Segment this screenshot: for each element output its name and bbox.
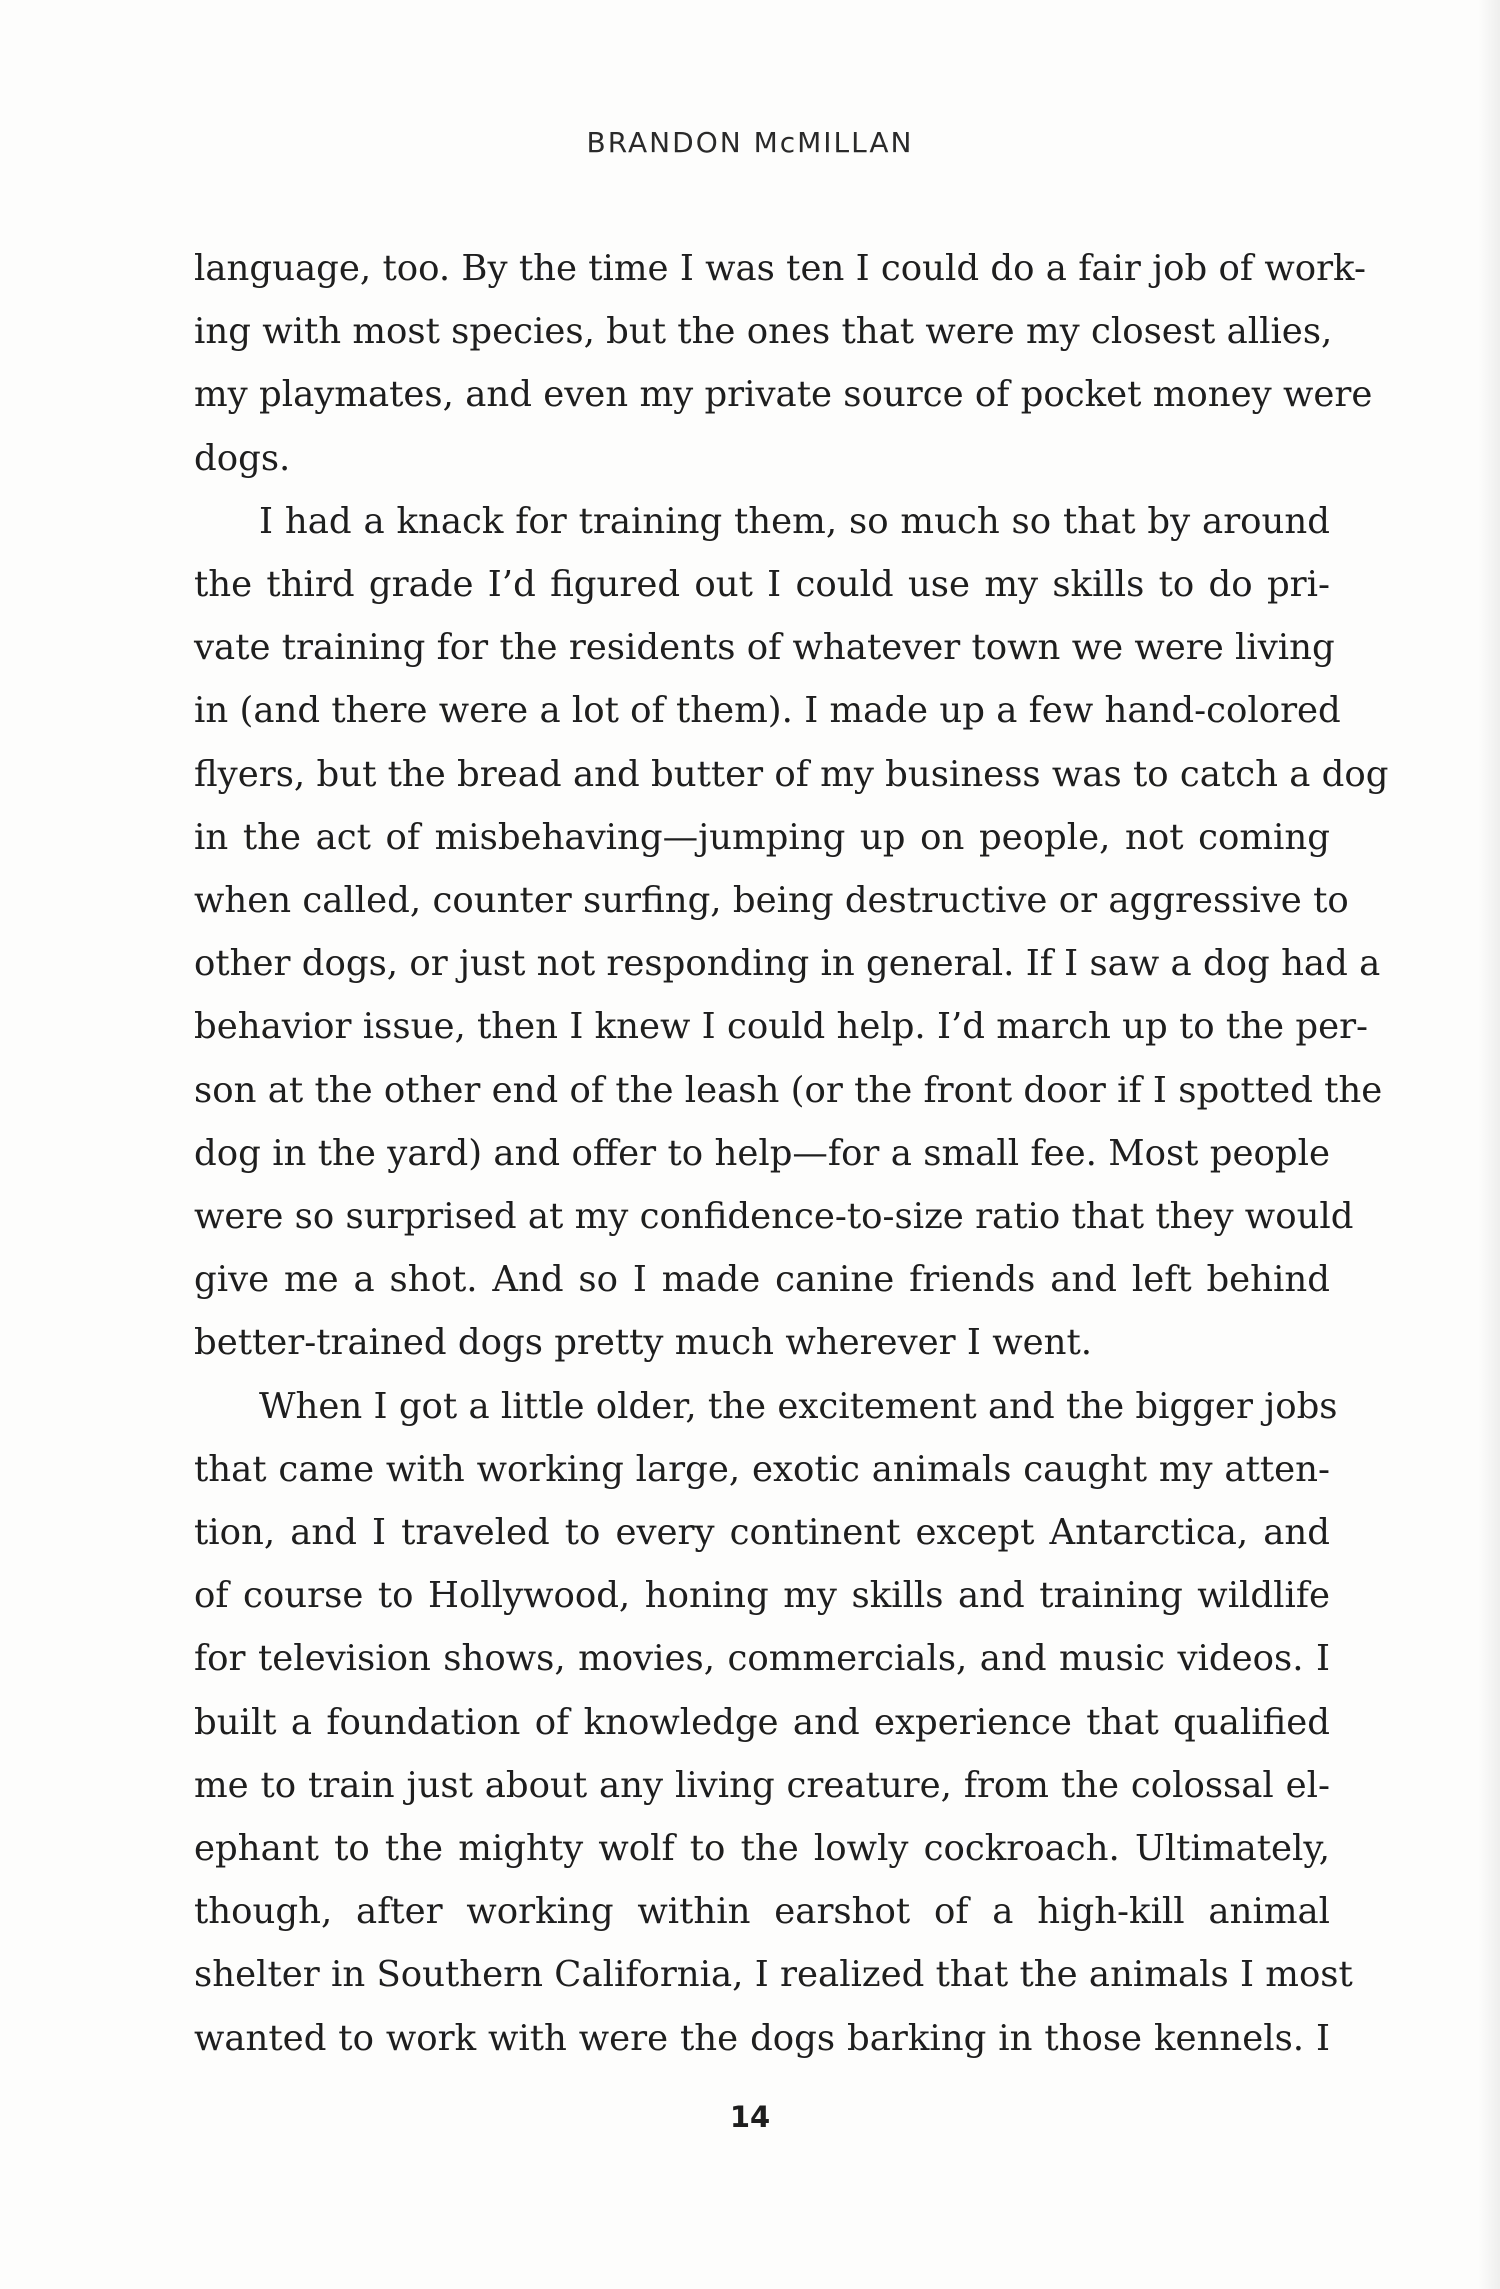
paragraph (194, 1375, 1353, 2070)
text-line: tion, and I traveled to every continent except Antarctica, and (194, 1512, 1330, 1554)
text-line: vate training for the residents of whatever town we were living (194, 627, 1335, 669)
text-line: shelter in Southern California, I realized that the animals I most (194, 1954, 1353, 1996)
text-line: built a foundation of knowledge and experience that qualified (194, 1701, 1330, 1743)
text-line: dogs. (194, 437, 291, 479)
text-line: behavior issue, then I knew I could help. I’d march up to the per- (194, 1006, 1369, 1048)
paragraph (194, 237, 1373, 490)
text-line: other dogs, or just not responding in general. If I saw a dog had a (194, 943, 1381, 985)
text-line: the third grade I’d figured out I could use my skills to do pri- (194, 564, 1330, 606)
page-number: 14 (729, 2100, 771, 2134)
body-text (194, 237, 1389, 2070)
text-line: when called, counter surfing, being destructive or aggressive to (194, 880, 1349, 922)
running-head: BRANDON McMILLAN (586, 126, 914, 159)
text-line: better-trained dogs pretty much wherever I went. (194, 1322, 1093, 1364)
text-line: though, after working within earshot of a high-kill animal (194, 1891, 1330, 1933)
text-line: language, too. By the time I was ten I could do a fair job of work- (194, 248, 1366, 289)
text-line: were so surprised at my confidence-to-size ratio that they would (194, 1196, 1354, 1238)
text-line: ephant to the mighty wolf to the lowly cockroach. Ultimately, (194, 1828, 1330, 1870)
text-line: I had a knack for training them, so much so that by around (259, 500, 1330, 542)
text-line: for television shows, movies, commercials, and music videos. I (194, 1638, 1330, 1680)
text-line: dog in the yard) and offer to help—for a small fee. Most people (194, 1132, 1330, 1174)
text-line: When I got a little older, the excitement and the bigger jobs (259, 1385, 1338, 1427)
text-line: give me a shot. And so I made canine friends and left behind (194, 1259, 1330, 1301)
text-line: of course to Hollywood, honing my skills and training wildlife (194, 1575, 1330, 1617)
text-line: flyers, but the bread and butter of my business was to catch a dog (194, 753, 1389, 795)
text-line: wanted to work with were the dogs barking in those kennels. I (194, 2017, 1330, 2059)
page-edge-shadow (1478, 0, 1500, 2289)
text-line: in (and there were a lot of them). I made up a few hand-colored (194, 690, 1341, 732)
text-line: ing with most species, but the ones that were my closest allies, (194, 311, 1333, 353)
text-line: that came with working large, exotic animals caught my atten- (194, 1448, 1330, 1490)
text-line: son at the other end of the leash (or the front door if I spotted the (194, 1069, 1383, 1111)
text-line: my playmates, and even my private source of pocket money were (194, 374, 1373, 416)
text-line: in the act of misbehaving—jumping up on people, not coming (194, 816, 1330, 858)
paragraph (194, 490, 1389, 1375)
text-line: me to train just about any living creature, from the colossal el- (194, 1764, 1330, 1806)
